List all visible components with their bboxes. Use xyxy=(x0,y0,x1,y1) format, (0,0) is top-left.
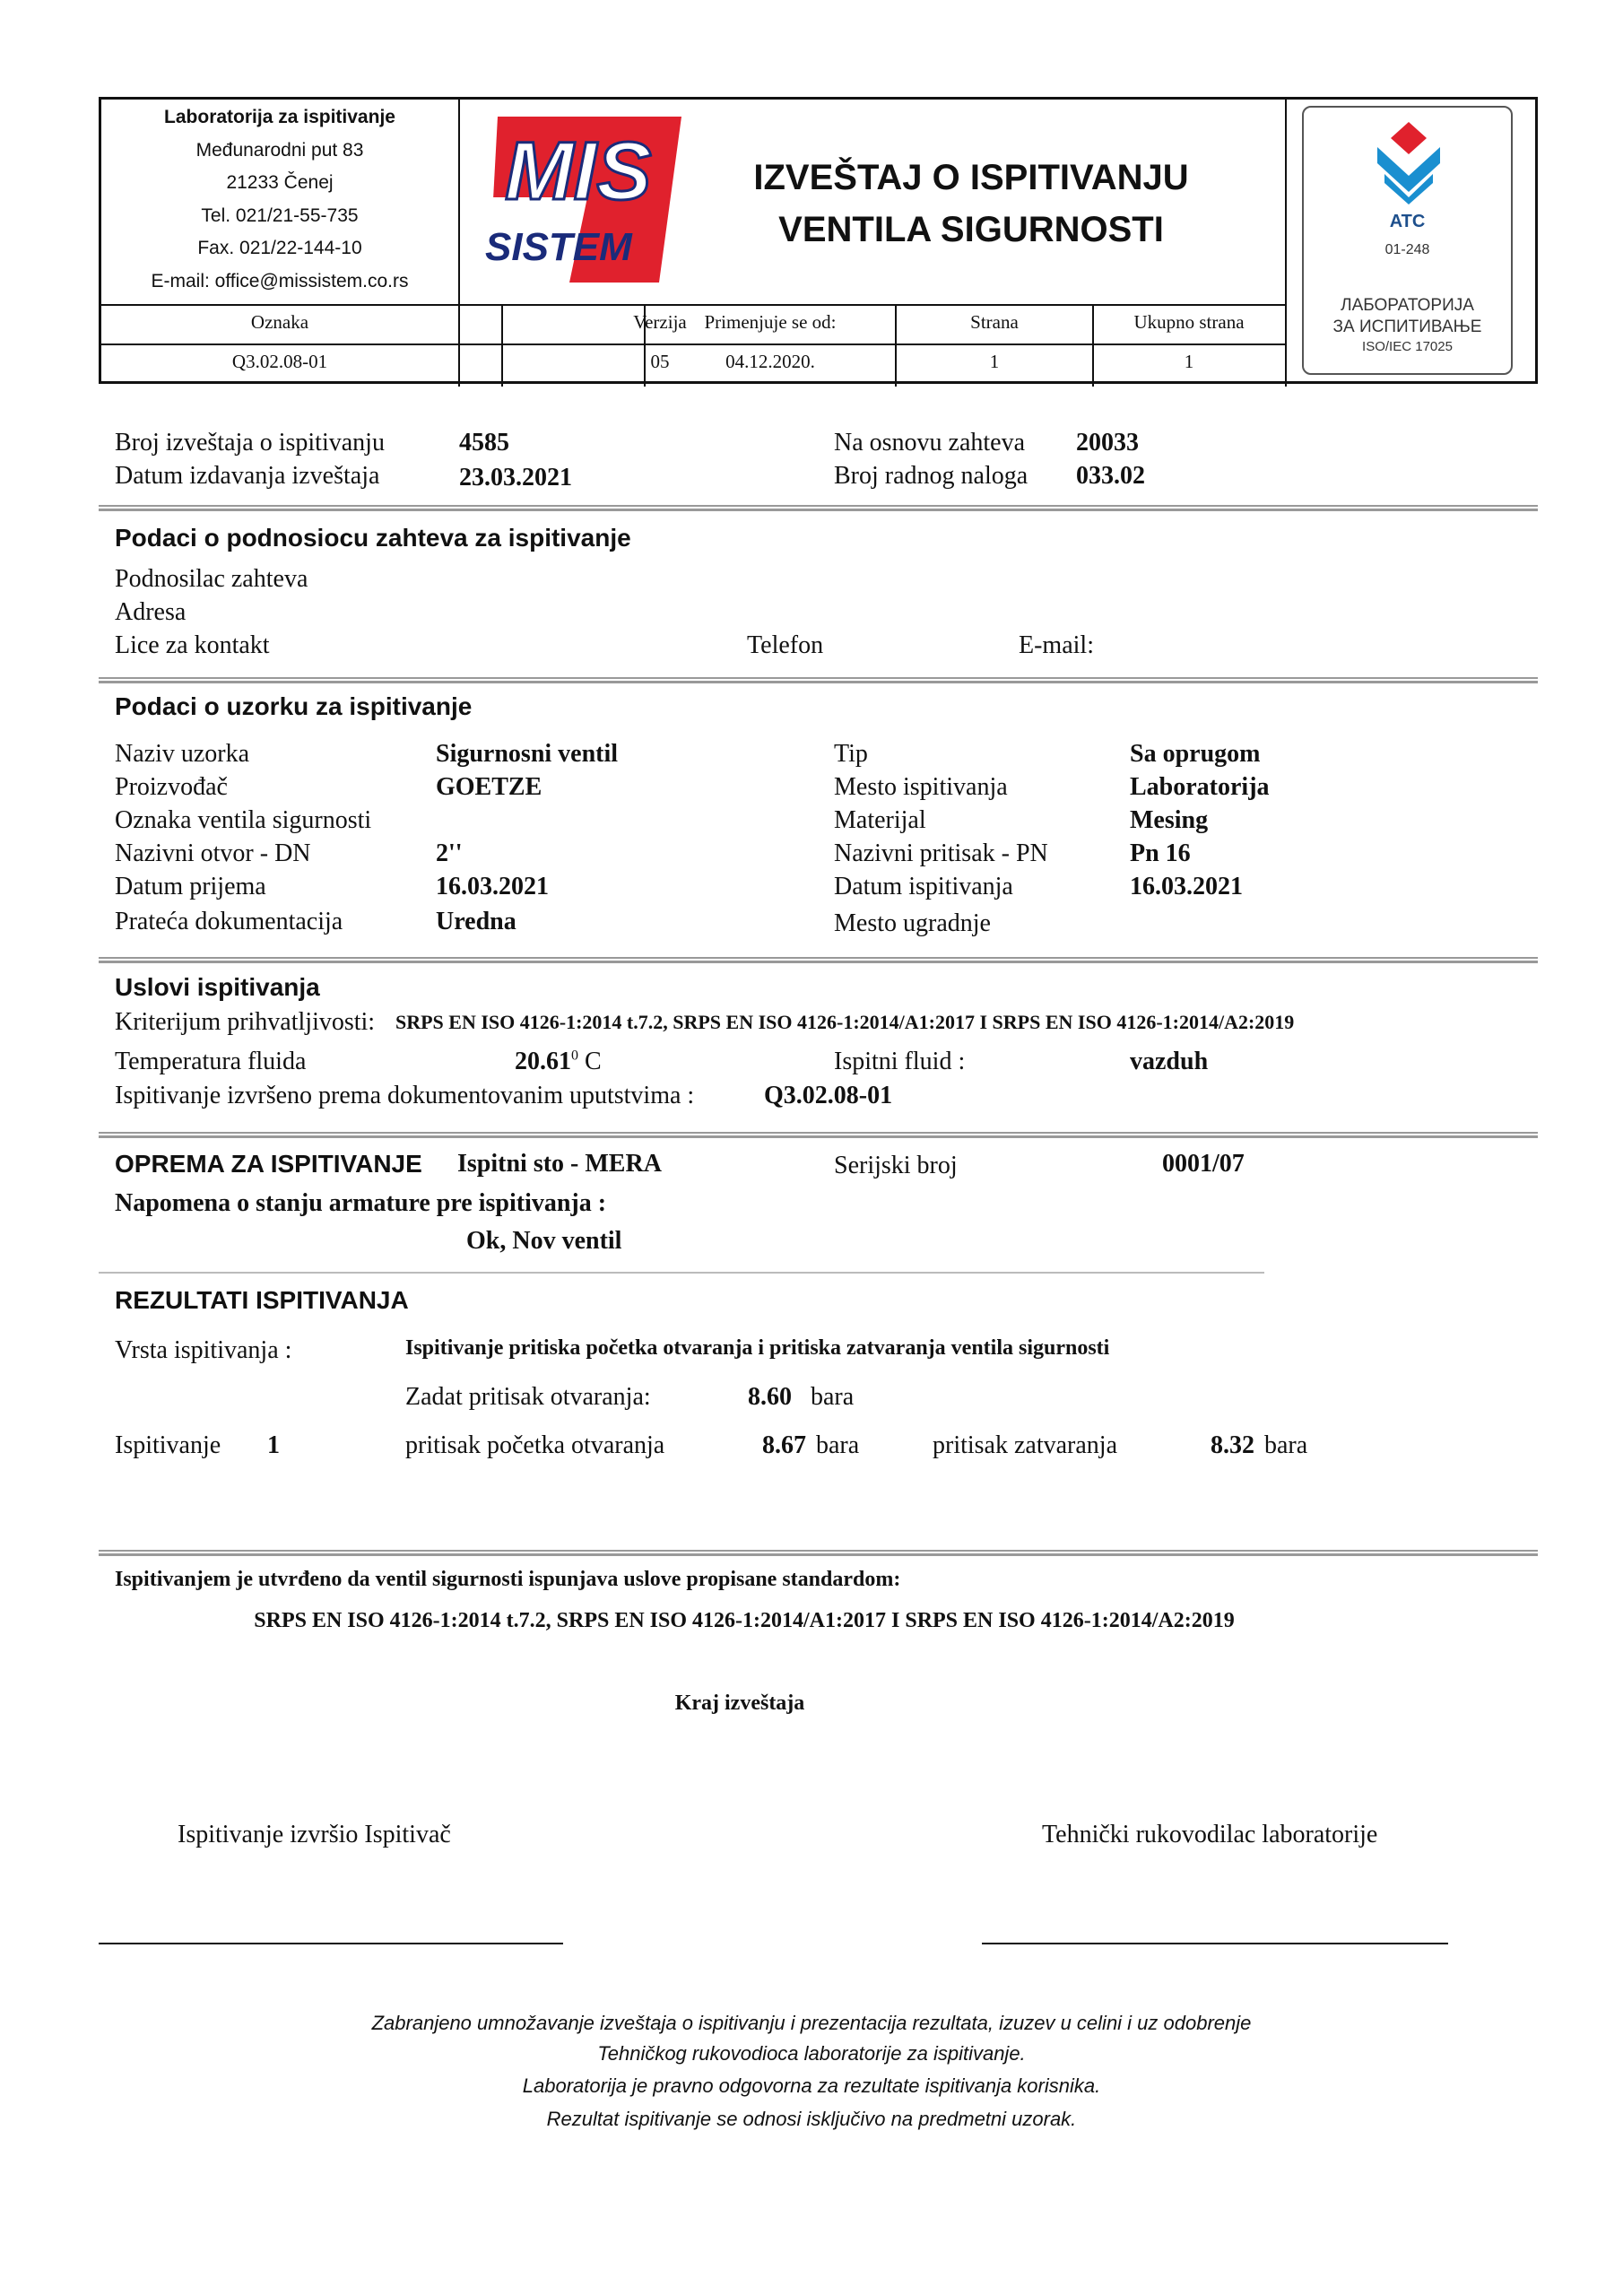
meta-value-oznaka: Q3.02.08-01 xyxy=(231,351,328,372)
meta-value-primenjuje: 04.12.2020. xyxy=(725,351,815,372)
equipment-underline xyxy=(99,1272,1264,1274)
sample-label: Naziv uzorka xyxy=(115,740,250,768)
test-type-label: Vrsta ispitivanja : xyxy=(115,1336,292,1364)
conditions-heading: Uslovi ispitivanja xyxy=(115,973,320,1001)
material-value: Mesing xyxy=(1130,806,1209,834)
issue-date-label: Datum izdavanja izveštaja xyxy=(115,462,380,490)
work-order-label: Broj radnog naloga xyxy=(834,462,1028,490)
lab-street: Međunarodni put 83 xyxy=(195,139,364,161)
lab-address-block xyxy=(101,100,458,298)
section-divider xyxy=(99,505,1538,511)
meta-header-oznaka: Oznaka xyxy=(250,311,309,333)
tester-signature-label: Ispitivanje izvršio Ispitivač xyxy=(178,1821,451,1848)
applicant-label: Podnosilac zahteva xyxy=(115,565,308,593)
contact-label: Lice za kontakt xyxy=(115,631,270,659)
fluid-temp-number: 20.61 xyxy=(515,1048,571,1075)
footer-line-3: Laboratorija je pravno odgovorna za rezultate ispitivanja korisnika. xyxy=(522,2074,1101,2097)
nominal-opening-label: Nazivni otvor - DN xyxy=(115,839,311,867)
fluid-temp-label: Temperatura fluida xyxy=(115,1048,307,1075)
request-number-label: Na osnovu zahteva xyxy=(834,429,1026,457)
set-pressure-unit: bara xyxy=(811,1383,855,1411)
manufacturer-value: GOETZE xyxy=(436,773,542,801)
logo-text-mis: MIS xyxy=(505,126,652,217)
meta-header-verzija: Verzija xyxy=(633,311,687,333)
mis-sistem-logo xyxy=(480,117,681,283)
footer-line-2: Tehničkog rukovodioca laboratorije za ispitivanje. xyxy=(597,2042,1026,2065)
documentation-label: Prateća dokumentacija xyxy=(115,908,343,935)
title-line-1: IZVEŠTAJ O ISPITIVANJU xyxy=(753,158,1189,197)
manufacturer-label: Proizvođač xyxy=(115,773,228,801)
type-value: Sa oprugom xyxy=(1130,740,1261,768)
meta-header-primenjuje: Primenjuje se od: xyxy=(704,311,837,333)
address-label: Adresa xyxy=(115,598,187,626)
test-date-label: Datum ispitivanja xyxy=(834,873,1013,900)
report-number-label: Broj izveštaja o ispitivanju xyxy=(115,429,385,457)
closing-pressure-label: pritisak zatvaranja xyxy=(933,1431,1118,1459)
title-line-2: VENTILA SIGURNOSTI xyxy=(778,210,1164,249)
criterion-value: SRPS EN ISO 4126-1:2014 t.7.2, SRPS EN ISO 4126-1:2014/A1:2017 I SRPS EN ISO 4126-1:2014/A2:2019 xyxy=(395,1011,1295,1033)
serial-value: 0001/07 xyxy=(1162,1150,1245,1178)
receipt-date-value: 16.03.2021 xyxy=(436,873,549,900)
valve-mark-label: Oznaka ventila sigurnosti xyxy=(115,806,372,834)
logo-text-sistem: SISTEM xyxy=(485,225,632,269)
work-order-value: 033.02 xyxy=(1076,462,1145,490)
document-title xyxy=(738,152,1204,256)
nominal-pressure-value: Pn 16 xyxy=(1130,839,1191,867)
section-divider xyxy=(99,1550,1538,1556)
criterion-label: Kriterijum prihvatljivosti: xyxy=(115,1008,376,1036)
section-divider xyxy=(99,957,1538,963)
set-pressure-value: 8.60 xyxy=(748,1383,792,1411)
opening-pressure-label: pritisak početka otvaranja xyxy=(405,1431,665,1459)
sample-heading: Podaci o uzorku za ispitivanje xyxy=(115,692,473,720)
fluid-temp-degree: 0 xyxy=(571,1048,578,1064)
test-date-value: 16.03.2021 xyxy=(1130,873,1243,900)
test-location-label: Mesto ispitivanja xyxy=(834,773,1008,801)
test-label: Ispitivanje xyxy=(115,1431,221,1459)
applicant-heading: Podaci o podnosiocu zahteva za ispitivanje xyxy=(115,524,631,552)
set-pressure-label: Zadat pritisak otvaranja: xyxy=(405,1383,651,1411)
nominal-opening-value: 2'' xyxy=(436,839,463,867)
test-number: 1 xyxy=(267,1431,280,1459)
issue-date-value: 23.03.2021 xyxy=(459,464,572,491)
test-fluid-value: vazduh xyxy=(1130,1048,1209,1075)
meta-header-ukupno: Ukupno strana xyxy=(1133,311,1245,333)
results-heading: REZULTATI ISPITIVANJA xyxy=(115,1286,409,1314)
section-divider xyxy=(99,677,1538,683)
install-location-label: Mesto ugradnje xyxy=(834,909,991,937)
meta-value-strana: 1 xyxy=(989,351,1000,372)
fluid-temp-unit: C xyxy=(578,1048,602,1075)
phone-label: Telefon xyxy=(747,631,824,659)
instruction-label: Ispitivanje izvršeno prema dokumentovanim uputstvima : xyxy=(115,1082,695,1109)
test-location-value: Laboratorija xyxy=(1130,773,1270,801)
closing-pressure-value: 8.32 xyxy=(1211,1431,1254,1459)
atc-standard: ISO/IEC 17025 xyxy=(1362,339,1453,354)
documentation-value: Uredna xyxy=(436,908,516,935)
lab-name: Laboratorija za ispitivanje xyxy=(164,107,395,127)
manager-signature-line xyxy=(982,1943,1448,1944)
condition-note-value: Ok, Nov ventil xyxy=(466,1227,622,1255)
sample-value: Sigurnosni ventil xyxy=(436,740,619,768)
condition-note-label: Napomena o stanju armature pre ispitivanja : xyxy=(115,1189,607,1217)
test-type-value: Ispitivanje pritiska početka otvaranja i pritiska zatvaranja ventila sigurnosti xyxy=(405,1336,1110,1360)
lab-phone: Tel. 021/21-55-735 xyxy=(201,204,359,226)
instruction-value: Q3.02.08-01 xyxy=(764,1082,893,1109)
closing-pressure-unit: bara xyxy=(1264,1431,1308,1459)
conclusion-standard: SRPS EN ISO 4126-1:2014 t.7.2, SRPS EN ISO 4126-1:2014/A1:2017 I SRPS EN ISO 4126-1:2014/A2:2019 xyxy=(254,1609,1235,1632)
material-label: Materijal xyxy=(834,806,926,834)
serial-label: Serijski broj xyxy=(834,1152,958,1179)
equipment-heading: OPREMA ZA ISPITIVANJE xyxy=(115,1150,422,1178)
request-number-value: 20033 xyxy=(1076,429,1139,457)
meta-header-strana: Strana xyxy=(970,311,1019,333)
lab-email: E-mail: office@missistem.co.rs xyxy=(151,270,409,291)
footer-line-1: Zabranjeno umnožavanje izveštaja o ispitivanju i prezentacija rezultata, izuzev u celini i uz odobrenje xyxy=(371,2012,1252,2034)
lab-city: 21233 Čenej xyxy=(226,172,334,193)
meta-value-ukupno: 1 xyxy=(1184,351,1194,372)
atc-number: 01-248 xyxy=(1384,242,1430,257)
equipment-value: Ispitni sto - MERA xyxy=(457,1150,662,1178)
opening-pressure-value: 8.67 xyxy=(762,1431,806,1459)
type-label: Tip xyxy=(834,740,868,768)
receipt-date-label: Datum prijema xyxy=(115,873,266,900)
conclusion-text: Ispitivanjem je utvrđeno da ventil sigurnosti ispunjava uslove propisane standardom: xyxy=(115,1568,901,1591)
fluid-temp-value xyxy=(515,1048,602,1076)
meta-value-verzija: 05 xyxy=(650,351,670,372)
atc-accreditation-badge xyxy=(1302,106,1513,375)
atc-line1: ЛАБОРАТОРИЈА xyxy=(1341,296,1474,315)
email-label: E-mail: xyxy=(1019,631,1094,659)
atc-line2: ЗА ИСПИТИВАЊЕ xyxy=(1332,317,1482,336)
footer-line-4: Rezultat ispitivanje se odnosi isključivo na predmetni uzorak. xyxy=(546,2108,1077,2130)
atc-chevron-icon xyxy=(1377,122,1440,204)
atc-code: ATC xyxy=(1389,212,1426,231)
test-fluid-label: Ispitni fluid : xyxy=(834,1048,966,1075)
lab-fax: Fax. 021/22-144-10 xyxy=(197,238,362,258)
opening-pressure-unit: bara xyxy=(816,1431,860,1459)
section-divider xyxy=(99,1132,1538,1138)
report-end: Kraj izveštaja xyxy=(674,1692,805,1715)
nominal-pressure-label: Nazivni pritisak - PN xyxy=(834,839,1048,867)
tester-signature-line xyxy=(99,1943,563,1944)
report-number-value: 4585 xyxy=(459,429,509,457)
manager-signature-label: Tehnički rukovodilac laboratorije xyxy=(1042,1821,1378,1848)
